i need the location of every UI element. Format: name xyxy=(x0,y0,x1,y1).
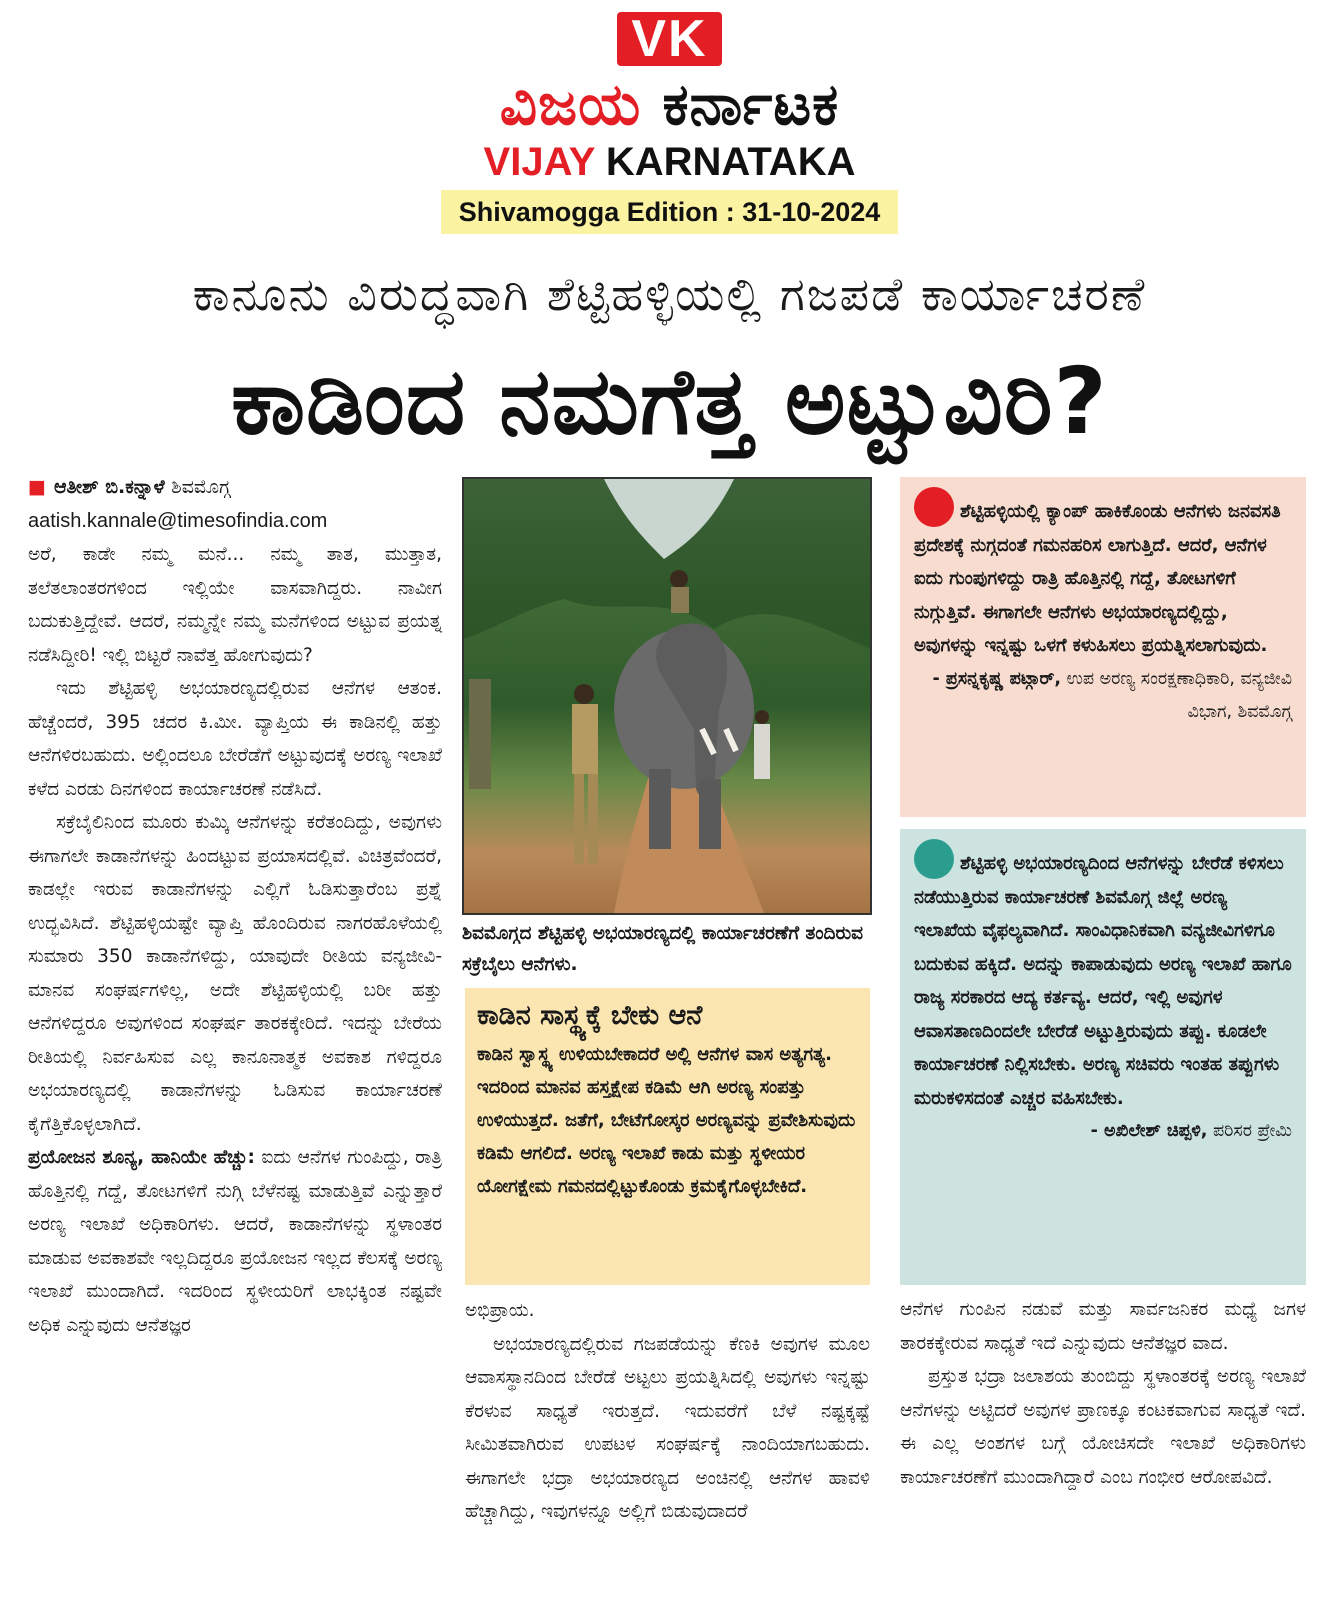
brand-kn-part-2: ಕರ್ನಾಟಕ xyxy=(662,70,840,138)
brand-en-part-1: VIJAY xyxy=(483,140,595,184)
quote-dot-icon xyxy=(914,839,954,879)
quote-box-officer xyxy=(900,477,1306,817)
paragraph: ಅರೆ, ಕಾಡೇ ನಮ್ಮ ಮನೆ... ನಮ್ಮ ತಾತ, ಮುತ್ತಾತ, ತಲೆತಲಾಂತರಗಳಿಂದ ಇಲ್ಲಿಯೇ ವಾಸವಾಗಿದ್ದರು. ನಾವೀಗ ಬದುಕುತ್ತಿದ್ದೇವೆ. ಆದರೆ, ನಮ್ಮನ್ನೇ ನಮ್ಮ ಮನೆಗಳಿಂದ ಅಟ್ಟುವ ಪ್ರಯತ್ನ ನಡೆಸಿದ್ದೀರಿ! ಇಲ್ಲಿ ಬಿಟ್ಟರೆ ನಾವೆತ್ತ ಹೋಗುವುದು? xyxy=(28,544,442,666)
photo-caption: ಶಿವಮೊಗ್ಗದ ಶೆಟ್ಟಿಹಳ್ಳಿ ಅಭಯಾರಣ್ಯದಲ್ಲಿ ಕಾರ್ಯಾಚರಣೆಗೆ ತಂದಿರುವ ಸಕ್ರೆಬೈಲು ಆನೆಗಳು. xyxy=(462,923,864,975)
quote-attribution xyxy=(900,1115,1306,1156)
masthead xyxy=(0,12,1339,234)
brand-en-part-2: KARNATAKA xyxy=(605,140,856,184)
paragraph: ಅಭಿಪ್ರಾಯ. xyxy=(465,1300,535,1321)
subhead: ಪ್ರಯೋಜನ ಶೂನ್ಯ, ಹಾನಿಯೇ ಹೆಚ್ಚು: xyxy=(28,1147,255,1168)
quote-text xyxy=(900,477,1306,663)
paragraph: ಅಭಯಾರಣ್ಯದಲ್ಲಿರುವ ಗಜಪಡೆಯನ್ನು ಕೆಣಕಿ ಅವುಗಳ ಮೂಲ ಆವಾಸಸ್ಥಾನದಿಂದ ಬೇರೆಡೆ ಅಟ್ಟಲು ಪ್ರಯತ್ನಿಸಿದಲ್ಲಿ ಅವುಗಳು ಇನ್ನಷ್ಟು ಕೆರಳುವ ಸಾಧ್ಯತೆ ಇರುತ್ತದೆ. ಇದುವರೆಗೆ ಬೆಳೆ ನಷ್ಟಕ್ಕಷ್ಟೆ ಸೀಮಿತವಾಗಿರುವ ಉಪಟಳ ಸಂಘರ್ಷಕ್ಕೆ ನಾಂದಿಯಾಗಬಹುದು. ಈಗಾಗಲೇ ಭದ್ರಾ ಅಭಯಾರಣ್ಯದ ಅಂಚಿನಲ್ಲಿ ಆನೆಗಳ ಹಾವಳಿ ಹೆಚ್ಚಾಗಿದ್ದು, ಇವುಗಳನ್ನೂ ಅಲ್ಲಿಗೆ ಬಿಡುವುದಾದರೆ xyxy=(465,1333,870,1522)
paragraph: ಪ್ರಸ್ತುತ ಭದ್ರಾ ಜಲಾಶಯ ತುಂಬಿದ್ದು ಸ್ಥಳಾಂತರಕ್ಕೆ ಅರಣ್ಯ ಇಲಾಖೆ ಆನೆಗಳನ್ನು ಅಟ್ಟಿದರೆ ಅವುಗಳ ಪ್ರಾಣಕ್ಕೂ ಕಂಟಕವಾಗುವ ಸಾಧ್ಯತೆ ಇದೆ. ಈ ಎಲ್ಲ ಅಂಶಗಳ ಬಗ್ಗೆ ಯೋಚಿಸದೇ ಇಲಾಖೆ ಅಧಿಕಾರಿಗಳು ಕಾರ್ಯಾಚರಣೆಗೆ ಮುಂದಾಗಿದ್ದಾರೆ ಎಂಬ ಗಂಭೀರ ಆರೋಪವಿದೆ. xyxy=(900,1366,1306,1488)
byline xyxy=(28,470,442,504)
info-box xyxy=(465,988,870,1285)
quote-dot-icon xyxy=(914,487,954,527)
quote-box-activist xyxy=(900,829,1306,1285)
paragraph: ಆನೆಗಳ ಗುಂಪಿನ ನಡುವೆ ಮತ್ತು ಸಾರ್ವಜನಿಕರ ಮಧ್ಯೆ ಜಗಳ ತಾರಕಕ್ಕೇರುವ ಸಾಧ್ಯತೆ ಇದೆ ಎನ್ನುವುದು ಆನೆತಜ್ಞರ ವಾದ. xyxy=(900,1299,1306,1354)
quote-speaker: - ಅಖಿಲೇಶ್ ಚಿಪ್ಪಳಿ, xyxy=(1090,1121,1208,1141)
vk-logo-badge: VK xyxy=(617,12,721,66)
edition-label: Shivamogga Edition : 31-10-2024 xyxy=(441,190,899,234)
paragraph: ಸಕ್ರೆಬೈಲಿನಿಂದ ಮೂರು ಕುಮ್ಕಿ ಆನೆಗಳನ್ನು ಕರೆತಂದಿದ್ದು, ಅವುಗಳು ಈಗಾಗಲೇ ಕಾಡಾನೆಗಳನ್ನು ಹಿಂದಟ್ಟುವ ಪ್ರಯಾಸದಲ್ಲಿವೆ. ವಿಚಿತ್ರವೆಂದರೆ, ಕಾಡಲ್ಲೇ ಇರುವ ಕಾಡಾನೆಗಳನ್ನು ಎಲ್ಲಿಗೆ ಓಡಿಸುತ್ತಾರೆಂಬ ಪ್ರಶ್ನೆ ಉದ್ಭವಿಸಿದೆ. ಶೆಟ್ಟಿಹಳ್ಳಿಯಷ್ಟೇ ವ್ಯಾಪ್ತಿ ಹೊಂದಿರುವ ನಾಗರಹೊಳೆಯಲ್ಲಿ ಸುಮಾರು 350 ಕಾಡಾನೆಗಳಿದ್ದು, ಯಾವುದೇ ರೀತಿಯ ವನ್ಯಜೀವಿ-ಮಾನವ ಸಂಘರ್ಷಗಳಿಲ್ಲ, ಅದೇ ಶೆಟ್ಟಿಹಳ್ಳಿಯಲ್ಲಿ ಬರೀ ಹತ್ತು ಆನೆಗಳಿದ್ದರೂ ಅವುಗಳಿಂದ ಸಂಘರ್ಷ ತಾರಕಕ್ಕೇರಿದೆ. ಇದನ್ನು ಬೇರೆಯ ರೀತಿಯಲ್ಲಿ ನಿರ್ವಹಿಸುವ ಎಲ್ಲ ಕಾನೂನಾತ್ಮಕ ಅವಕಾಶ ಗಳಿದ್ದರೂ ಅಭಯಾರಣ್ಯದಲ್ಲಿ ಕಾಡಾನೆಗಳನ್ನು ಓಡಿಸುವ ಕಾರ್ಯಾಚರಣೆ ಕೈಗೆತ್ತಿಕೊಳ್ಳಲಾಗಿದೆ. xyxy=(28,812,442,1135)
elephant-photo-illustration xyxy=(464,479,870,913)
brand-name-english xyxy=(0,140,1339,184)
square-bullet-icon: ■ xyxy=(28,476,46,498)
paragraph-with-subhead xyxy=(28,1141,442,1342)
quote-speaker-role: ಪರಿಸರ ಪ್ರೇಮಿ xyxy=(1212,1121,1292,1141)
brand-kn-part-1: ವಿಜಯ xyxy=(499,70,642,138)
author-email[interactable]: aatish.kannale@timesofindia.com xyxy=(28,510,328,532)
paragraph: ಇದು ಶೆಟ್ಟಿಹಳ್ಳಿ ಅಭಯಾರಣ್ಯದಲ್ಲಿರುವ ಆನೆಗಳ ಆತಂಕ. ಹೆಚ್ಚೆಂದರೆ, 395 ಚದರ ಕಿ.ಮೀ. ವ್ಯಾಪ್ತಿಯ ಈ ಕಾಡಿನಲ್ಲಿ ಹತ್ತು ಆನೆಗಳಿರಬಹುದು. ಅಲ್ಲಿಂದಲೂ ಬೇರೆಡೆಗೆ ಅಟ್ಟುವುದಕ್ಕೆ ಅರಣ್ಯ ಇಲಾಖೆ ಕಳೆದ ಎರಡು ದಿನಗಳಿಂದ ಕಾರ್ಯಾಚರಣೆ ನಡೆಸಿದೆ. xyxy=(28,678,442,800)
quote-attribution xyxy=(900,663,1306,737)
article-headline: ಕಾಡಿಂದ ನಮಗೆತ್ತ ಅಟ್ಟುವಿರಿ? xyxy=(231,348,1108,455)
quote-speaker-role: ಉಪ ಅರಣ್ಯ ಸಂರಕ್ಷಣಾಧಿಕಾರಿ, ವನ್ಯಜೀವಿ ವಿಭಾಗ, ಶಿವಮೊಗ್ಗ xyxy=(1066,668,1292,722)
info-box-body: ಕಾಡಿನ ಸ್ವಾಸ್ಥ್ಯ ಉಳಿಯಬೇಕಾದರೆ ಅಲ್ಲಿ ಆನೆಗಳ ವಾಸ ಅತ್ಯಗತ್ಯ. ಇದರಿಂದ ಮಾನವ ಹಸ್ತಕ್ಷೇಪ ಕಡಿಮೆ ಆಗಿ ಅರಣ್ಯ ಸಂಪತ್ತು ಉಳಿಯುತ್ತದೆ. ಜತೆಗೆ, ಬೇಟೆಗೋಸ್ಕರ ಅರಣ್ಯವನ್ನು ಪ್ರವೇಶಿಸುವುದು ಕಡಿಮೆ ಆಗಲಿದೆ. ಅರಣ್ಯ ಇಲಾಖೆ ಕಾಡು ಮತ್ತು ಸ್ಥಳೀಯರ ಯೋಗಕ್ಷೇಮ ಗಮನದಲ್ಲಿಟ್ಟುಕೊಂಡು ಕ್ರಮಕೈಗೊಳ್ಳಬೇಕಿದೆ. xyxy=(477,1044,856,1197)
brand-name-kannada xyxy=(0,68,1339,140)
quote-speaker: - ಪ್ರಸನ್ನಕೃಷ್ಣ ಪಟ್ಗಾರ್, xyxy=(932,668,1062,689)
article-column-1 xyxy=(28,470,442,1342)
article-kicker: ಕಾನೂನು ವಿರುದ್ಧವಾಗಿ ಶೆಟ್ಟಿಹಳ್ಳಿಯಲ್ಲಿ ಗಜಪಡೆ ಕಾರ್ಯಾಚರಣೆ xyxy=(192,267,1147,321)
byline-place: ಶಿವಮೊಗ್ಗ xyxy=(171,476,231,498)
elephant-photo xyxy=(462,477,872,915)
info-box-title: ಕಾಡಿನ ಸಾಸ್ಥ್ಯಕ್ಕೆ ಬೇಕು ಆನೆ xyxy=(477,1000,703,1031)
byline-author: ಆತೀಶ್ ಬಿ.ಕನ್ನಾಳೆ xyxy=(53,476,165,498)
quote-body: ಶೆಟ್ಟಿಹಳ್ಳಿ ಅಭಯಾರಣ್ಯದಿಂದ ಆನೆಗಳನ್ನು ಬೇರೆಡೆ ಕಳಿಸಲು ನಡೆಯುತ್ತಿರುವ ಕಾರ್ಯಾಚರಣೆ ಶಿವಮೊಗ್ಗ ಜಿಲ್ಲೆ ಅರಣ್ಯ ಇಲಾಖೆಯ ವೈಫಲ್ಯವಾಗಿದೆ. ಸಾಂವಿಧಾನಿಕವಾಗಿ ವನ್ಯಜೀವಿಗಳಿಗೂ ಬದುಕುವ ಹಕ್ಕಿದೆ. ಅದನ್ನು ಕಾಪಾಡುವುದು ಅರಣ್ಯ ಇಲಾಖೆ ಹಾಗೂ ರಾಜ್ಯ ಸರಕಾರದ ಆದ್ಯ ಕರ್ತವ್ಯ. ಆದರೆ, ಇಲ್ಲಿ ಅವುಗಳ ಆವಾಸತಾಣದಿಂದಲೇ ಬೇರೆಡೆ ಅಟ್ಟುತ್ತಿರುವುದು ತಪ್ಪು. ಕೂಡಲೇ ಕಾರ್ಯಾಚರಣೆ ನಿಲ್ಲಿಸಬೇಕು. ಅರಣ್ಯ ಸಚಿವರು ಇಂತಹ ತಪ್ಪುಗಳು ಮರುಕಳಿಸದಂತೆ ಎಚ್ಚರ ವಹಿಸಬೇಕು. xyxy=(914,853,1292,1109)
subhead-paragraph-text: ಐದು ಆನೆಗಳ ಗುಂಪಿದ್ದು, ರಾತ್ರಿ ಹೊತ್ತಿನಲ್ಲಿ ಗದ್ದೆ, ತೋಟಗಳಿಗೆ ನುಗ್ಗಿ ಬೆಳೆನಷ್ಟ ಮಾಡುತ್ತಿವೆ ಎನ್ನುತ್ತಾರೆ ಅರಣ್ಯ ಇಲಾಖೆ ಅಧಿಕಾರಿಗಳು. ಆದರೆ, ಕಾಡಾನೆಗಳನ್ನು ಸ್ಥಳಾಂತರ ಮಾಡುವ ಅವಕಾಶವೇ ಇಲ್ಲದಿದ್ದರೂ ಪ್ರಯೋಜನ ಇಲ್ಲದ ಕೆಲಸಕ್ಕೆ ಅರಣ್ಯ ಇಲಾಖೆ ಮುಂದಾಗಿದೆ. ಇದರಿಂದ ಸ್ಥಳೀಯರಿಗೆ ಲಾಭಕ್ಕಿಂತ ನಷ್ಟವೇ ಅಧಿಕ ಎನ್ನುವುದು ಆನೆತಜ್ಞರ xyxy=(28,1147,442,1336)
quote-text xyxy=(900,829,1306,1115)
article-column-3 xyxy=(900,1293,1306,1494)
quote-body: ಶೆಟ್ಟಿಹಳ್ಳಿಯಲ್ಲಿ ಕ್ಯಾಂಪ್ ಹಾಕಿಕೊಂಡು ಆನೆಗಳು ಜನವಸತಿ ಪ್ರದೇಶಕ್ಕೆ ನುಗ್ಗದಂತೆ ಗಮನಹರಿಸ ಲಾಗುತ್ತಿದೆ. ಆದರೆ, ಆನೆಗಳ ಐದು ಗುಂಪುಗಳಿದ್ದು ರಾತ್ರಿ ಹೊತ್ತಿನಲ್ಲಿ ಗದ್ದೆ, ತೋಟಗಳಿಗೆ ನುಗ್ಗುತ್ತಿವೆ. ಈಗಾಗಲೇ ಆನೆಗಳು ಅಭಯಾರಣ್ಯದಲ್ಲಿದ್ದು, ಅವುಗಳನ್ನು ಇನ್ನಷ್ಟು ಒಳಗೆ ಕಳುಹಿಸಲು ಪ್ರಯತ್ನಿಸಲಾಗುವುದು. xyxy=(914,501,1281,656)
article-column-2 xyxy=(465,1294,870,1529)
